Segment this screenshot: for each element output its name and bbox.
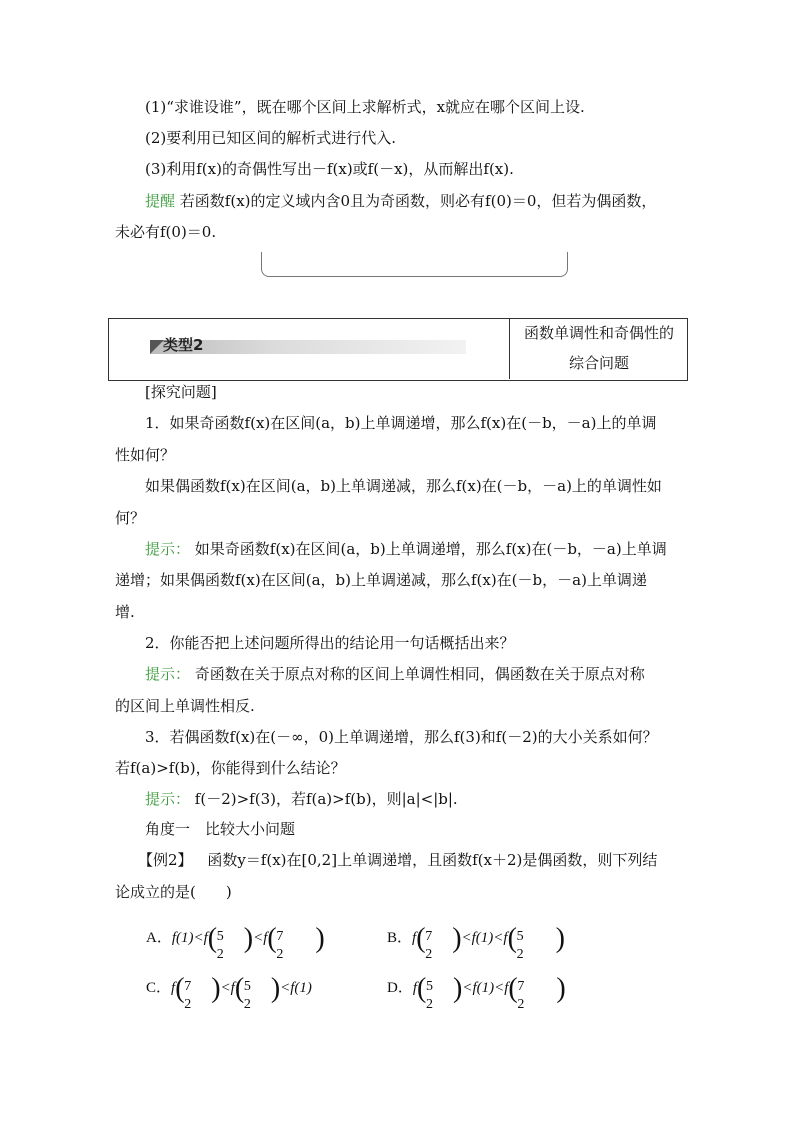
answer-3-text: f(－2)>f(3)，若f(a)>f(b)，则|a|<|b|. [194, 790, 458, 808]
option-b-den-2: 2 [516, 946, 524, 962]
option-c-label: C． [146, 980, 172, 996]
option-c: C．f ( 7 2 )<f ( 5 2 )<f(1) [146, 970, 312, 1006]
option-d-lead: f [412, 980, 418, 996]
option-b-label: B． [387, 930, 413, 946]
tip-label: 提醒 [145, 192, 176, 210]
option-d-frac-2: ( 7 2 [508, 973, 536, 1005]
question-1-line-1: 1．如果奇函数f(x)在区间(a，b)上单调递增，那么f(x)在(－b，－a)上的单调 [145, 414, 657, 432]
option-c-den-1: 2 [184, 996, 192, 1012]
option-b-mid: <f(1)<f [461, 930, 508, 946]
option-b-frac-1: ( 7 2 [416, 923, 444, 955]
option-d-frac-1: ( 5 2 [417, 973, 445, 1005]
option-b-den-1: 2 [425, 946, 433, 962]
option-c-frac-2: ( 5 2 [235, 973, 263, 1005]
type-label: 类型2 [163, 336, 204, 354]
type-title [515, 318, 683, 378]
note-line-3: (3)利用f(x)的奇偶性写出－f(x)或f(－x)，从而解出f(x). [145, 160, 514, 178]
option-c-num-1: 7 [184, 978, 192, 994]
option-c-lead: f [171, 980, 176, 996]
option-b-num-2: 5 [516, 928, 524, 944]
answer-2-row [145, 664, 645, 684]
question-3-line-2: 若f(a)>f(b)，你能得到什么结论？ [115, 759, 346, 777]
type-title-line-1: 函数单调性和奇偶性的 [523, 324, 674, 342]
answer-2-line-1: 奇函数在关于原点对称的区间上单调性相同，偶函数在关于原点对称 [194, 665, 645, 683]
answer-3-label: 提示： [145, 790, 191, 808]
answer-1-label: 提示： [145, 540, 191, 558]
option-a-label: A． [146, 930, 172, 946]
option-a-mid: <f [253, 930, 268, 946]
question-3-line-1: 3．若偶函数f(x)在(－∞，0)上单调递增，那么f(3)和f(－2)的大小关系如何？ [145, 728, 658, 746]
option-c-tail: <f(1) [280, 980, 312, 996]
answer-1-line-3: 增. [115, 603, 135, 621]
type-header-divider [509, 318, 510, 379]
question-1b-line-1: 如果偶函数f(x)在区间(a，b)上单调递减，那么f(x)在(－b，－a)上的单调性如 [145, 477, 662, 495]
option-b: B．f ( 7 2 )<f(1)<f ( 5 2 ) [387, 920, 565, 956]
answer-2-line-2: 的区间上单调性相反. [115, 697, 255, 715]
option-d-num-1: 5 [426, 978, 434, 994]
explore-heading: [探究问题] [145, 383, 217, 401]
option-c-den-2: 2 [243, 996, 251, 1012]
answer-1-row [145, 539, 667, 559]
example-line-1: 函数y＝f(x)在[0,2]上单调递增，且函数f(x＋2)是偶函数，则下列结 [207, 851, 658, 869]
note-line-2: (2)要利用已知区间的解析式进行代入. [145, 129, 397, 147]
type-label-notch [150, 340, 164, 354]
option-a-den-1: 2 [216, 946, 224, 962]
option-d: D．f ( 5 2 )<f(1)<f ( 7 2 ) [387, 970, 566, 1006]
answer-1-line-2: 递增；如果偶函数f(x)在区间(a，b)上单调递减，那么f(x)在(－b，－a)上单调递 [115, 571, 647, 589]
option-c-frac-1: ( 7 2 [175, 973, 203, 1005]
tip-text-1: 若函数f(x)的定义域内含0且为奇函数，则必有f(0)＝0，但若为偶函数， [179, 192, 657, 210]
section-end-bracket [261, 252, 568, 277]
type-title-line-2: 综合问题 [568, 354, 629, 372]
option-a-num-1: 5 [216, 928, 224, 944]
angle-title: 角度一 比较大小问题 [145, 820, 296, 838]
option-a-num-2: 7 [276, 928, 284, 944]
option-c-mid: <f [220, 980, 235, 996]
option-b-frac-2: ( 5 2 [508, 923, 536, 955]
tip-row [145, 191, 656, 211]
option-d-label: D． [387, 980, 413, 996]
example-label: 【例2】 [138, 851, 193, 869]
option-d-num-2: 7 [517, 978, 525, 994]
option-a-den-2: 2 [276, 946, 284, 962]
option-a-frac-2: ( 7 2 [267, 923, 295, 955]
question-1-line-2: 性如何？ [115, 446, 176, 464]
answer-3-row [145, 789, 458, 809]
question-1b-line-2: 何？ [115, 509, 146, 527]
option-a-frac-1: ( 5 2 [208, 923, 236, 955]
example-line-2: 论成立的是( ) [115, 883, 232, 901]
option-d-den-1: 2 [426, 996, 434, 1012]
answer-1-line-1: 如果奇函数f(x)在区间(a，b)上单调递增，那么f(x)在(－b，－a)上单调 [194, 540, 667, 558]
option-d-mid: <f(1)<f [462, 980, 509, 996]
note-line-1: (1)“求谁设谁”，既在哪个区间上求解析式，x就应在哪个区间上设. [145, 98, 585, 116]
option-b-lead: f [412, 930, 417, 946]
example-row [138, 850, 657, 870]
option-b-num-1: 7 [425, 928, 433, 944]
question-2: 2．你能否把上述问题所得出的结论用一句话概括出来？ [145, 634, 515, 652]
option-c-num-2: 5 [243, 978, 251, 994]
option-a: A．f(1)<f ( 5 2 )<f ( 7 2 ) [146, 920, 325, 956]
tip-text-2: 未必有f(0)＝0. [115, 223, 217, 241]
option-a-lead: f(1)<f [171, 930, 208, 946]
option-d-den-2: 2 [517, 996, 525, 1012]
answer-2-label: 提示： [145, 665, 191, 683]
